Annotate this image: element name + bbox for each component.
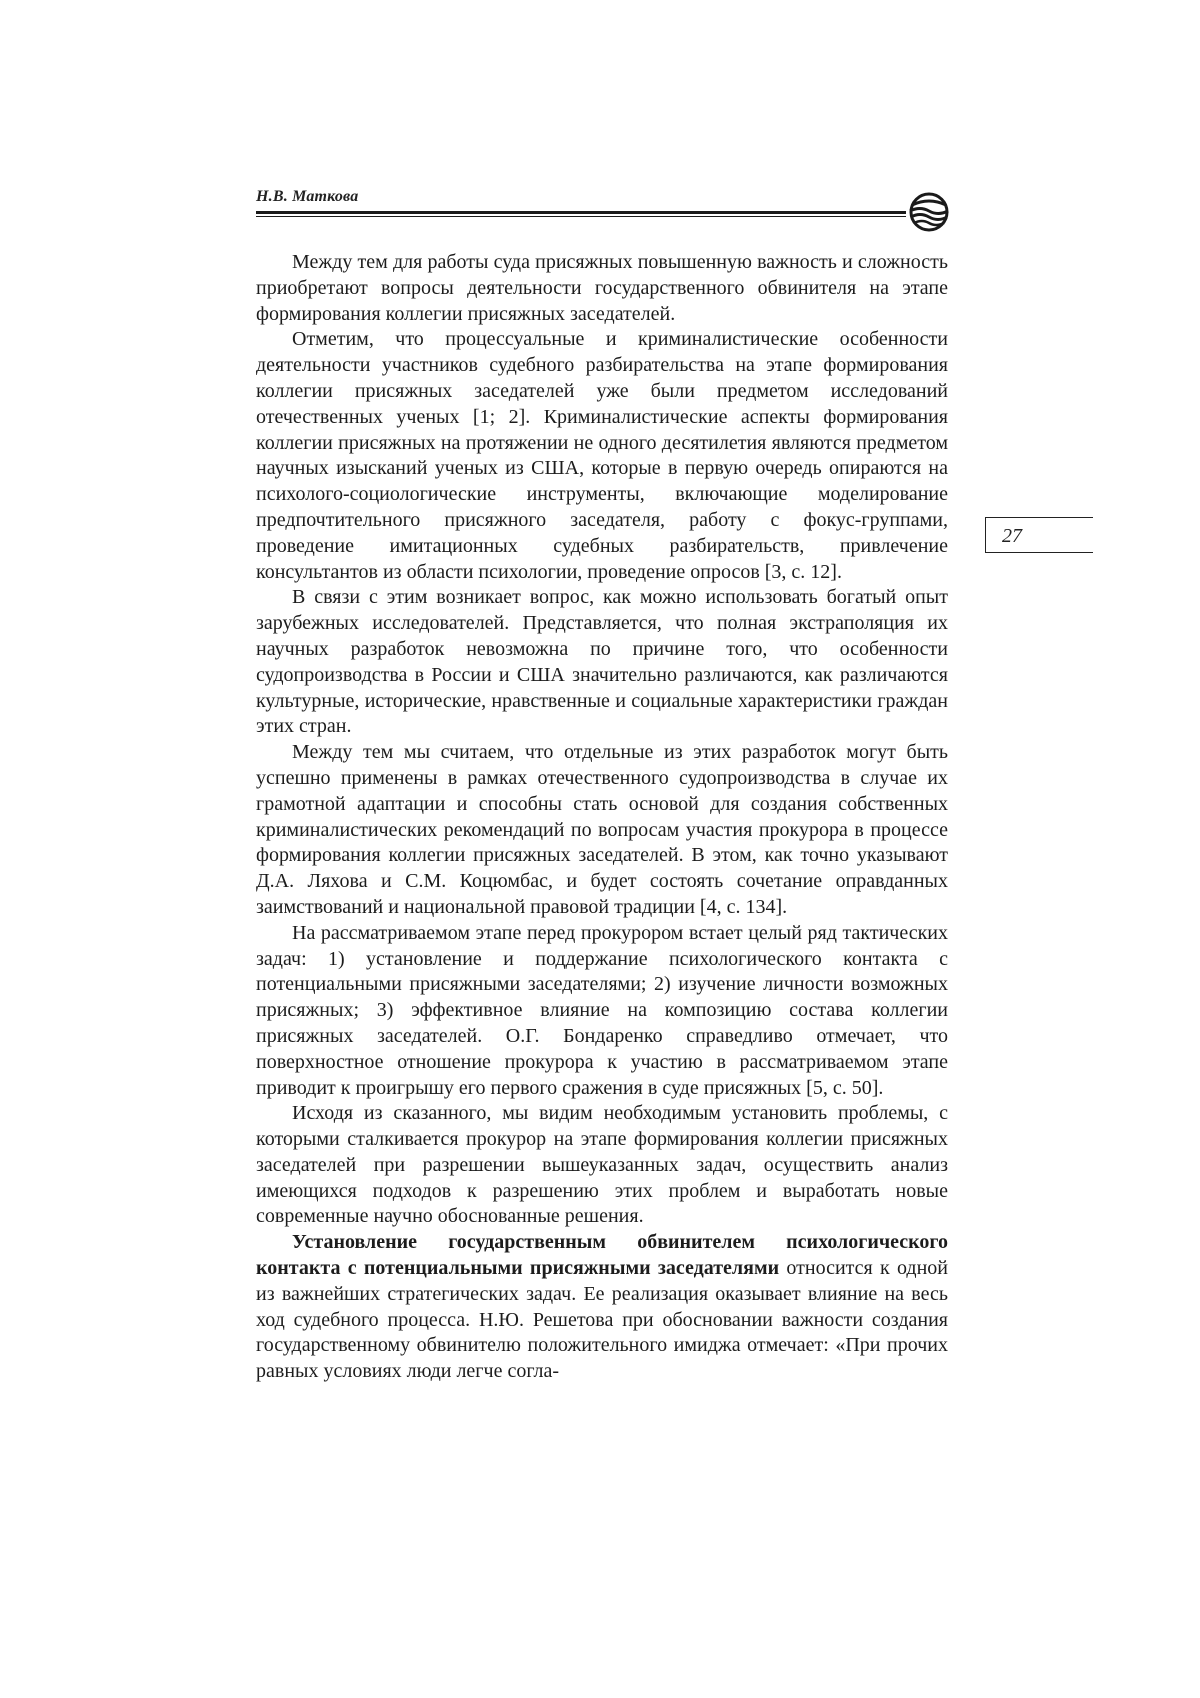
article-body bbox=[256, 250, 948, 1385]
page-number: 27 bbox=[1002, 525, 1022, 547]
paragraph: Между тем мы считаем, что отдельные из этих разработок могут быть успешно применены в рамках отечественного судопроизводства в случае их грамотной адаптации и способны стать основой для создания собственных криминалистических рекомендаций по вопросам участия прокурора в процессе формирования коллегии присяжных заседателей. В этом, как точно указывают Д.А. Ляхова и С.М. Коцюмбас, и будет состоять сочетание оправданных заимствований и национальной правовой традиции [4, с. 134]. bbox=[256, 741, 948, 918]
paragraph: На рассматриваемом этапе перед прокурором встает целый ряд тактических задач: 1) установление и поддержание психологического контакта с потенциальными присяжными заседателями; 2) изучение личности возможных присяжных; 3) эффективное влияние на композицию состава коллегии присяжных заседателей. О.Г. Бондаренко справедливо отмечает, что поверхностное отношение прокурора к участию в рассматриваемом этапе приводит к проигрышу его первого сражения в суде присяжных [5, с. 50]. bbox=[256, 921, 948, 1099]
paragraph: Между тем для работы суда присяжных повышенную важность и сложность приобретают вопросы деятельности государственного обвинителя на этапе формирования коллегии присяжных заседателей. bbox=[256, 251, 948, 325]
paragraph: В связи с этим возникает вопрос, как можно использовать богатый опыт зарубежных исследователей. Представляется, что полная экстраполяция их научных разработок невозможна по причине того, что особенности судопроизводства в России и США значительно различаются, как различаются культурные, исторические, нравственные и социальные характеристики граждан этих стран. bbox=[256, 586, 948, 738]
page-number-tab bbox=[985, 517, 1093, 553]
publisher-logo-icon bbox=[906, 192, 952, 232]
paragraph: Отметим, что процессуальные и криминалистические особенности деятельности участников судебного разбирательства на этапе формирования коллегии присяжных заседателей уже были предметом исследований отечественных ученых [1; 2]. Криминалистические аспекты формирования коллегии присяжных на протяжении не одного десятилетия являются предметом научных изысканий ученых из США, которые в первую очередь опираются на психолого-социологические инструменты, включающие моделирование предпочтительного присяжного заседателя, работу с фокус-группами, проведение имитационных судебных разбирательств, привлечение консультантов из области психологии, проведение опросов [3, с. 12]. bbox=[256, 328, 948, 583]
header-rule-thin bbox=[256, 216, 906, 217]
bold-term: Установление государственным обвинителем психологического контакта с потенциальными присяжными заседателями bbox=[256, 1231, 948, 1280]
header-rule-thick bbox=[256, 211, 906, 214]
paragraph: Установление государственным обвинителем психологического контакта с потенциальными присяжными заседателями относится к одной из важнейших стратегических задач. Ее реализация оказывает влияние на весь ход судебного процесса. Н.Ю. Решетова при обосновании важности создания государственному обвинителю положительного имиджа отмечает: «При прочих равных условиях люди легче согла- bbox=[256, 1231, 948, 1383]
author-name: Н.В. Маткова bbox=[256, 188, 359, 205]
paragraph: Исходя из сказанного, мы видим необходимым установить проблемы, с которыми сталкивается прокурор на этапе формирования коллегии присяжных заседателей при разрешении вышеуказанных задач, осуществить анализ имеющихся подходов к разрешению этих проблем и выработать новые современные научно обоснованные решения. bbox=[256, 1102, 948, 1228]
